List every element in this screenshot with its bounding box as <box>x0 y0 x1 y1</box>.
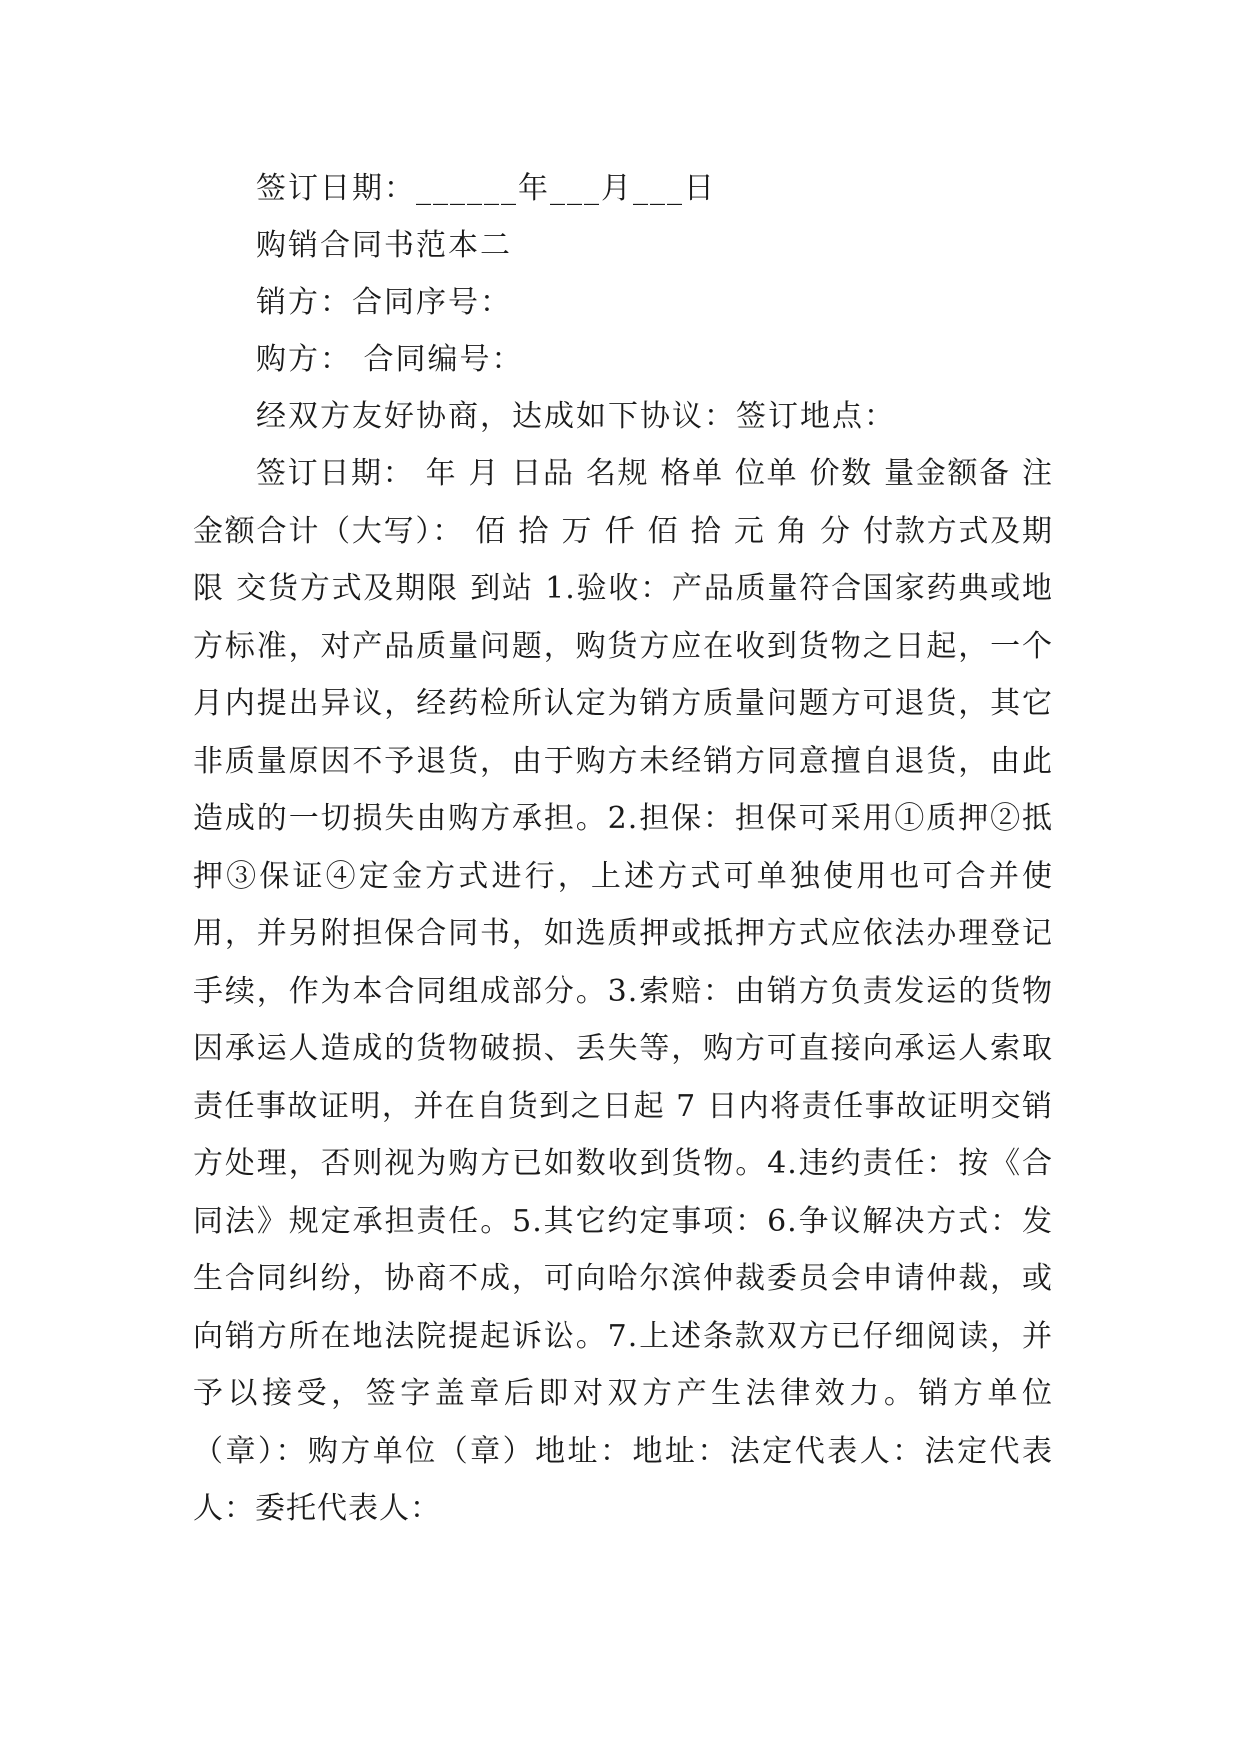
agreement-intro-line: 经双方友好协商，达成如下协议：签订地点： <box>256 399 896 434</box>
seller-line: 销方：合同序号： <box>256 285 512 320</box>
document-content <box>193 160 1053 1568</box>
contract-body-paragraph: 签订日期： 年 月 日品 名规 格单 位单 价数 量金额备 注 金额合计（大写）： 佰 拾 万 仟 佰 拾 元 角 分 付款方式及期限 交货方式及期限 到站 1.验收：产品质量符合国家药典或地方标准，对产品质量问题，购货方应在收到货物之日起，一个月内提出异议，经药检所认定为销方质量问题方可退货，其它非质量原因不予退货，由于购方未经销方同意擅自退货，由此造成的一切损失由购方承担。2.担保：担保可采用①质押②抵押③保证④定金方式进行，上述方式可单独使用也可合并使用，并另附担保合同书，如选质押或抵押方式应依法办理登记手续，作为本合同组成部分。3.索赔：由销方负责发运的货物因承运人造成的货物破损、丢失等，购方可直接向承运人索取责任事故证明，并在自货到之日起 7 日内将责任事故证明交销方处理，否则视为购方已如数收到货物。4.违约责任：按《合同法》规定承担责任。5.其它约定事项：6.争议解决方式：发生合同纠纷，协商不成，可向哈尔滨仲裁委员会申请仲裁，或向销方所在地法院提起诉讼。7.上述条款双方已仔细阅读，并予以接受，签字盖章后即对双方产生法律效力。销方单位（章）：购方单位（章）地址：地址：法定代表人：法定代表人：委托代表人： <box>193 456 1053 1526</box>
buyer-line: 购方： 合同编号： <box>256 342 524 377</box>
signing-date-line: 签订日期：______年___月___日 <box>256 171 716 206</box>
contract-title: 购销合同书范本二 <box>256 228 512 263</box>
